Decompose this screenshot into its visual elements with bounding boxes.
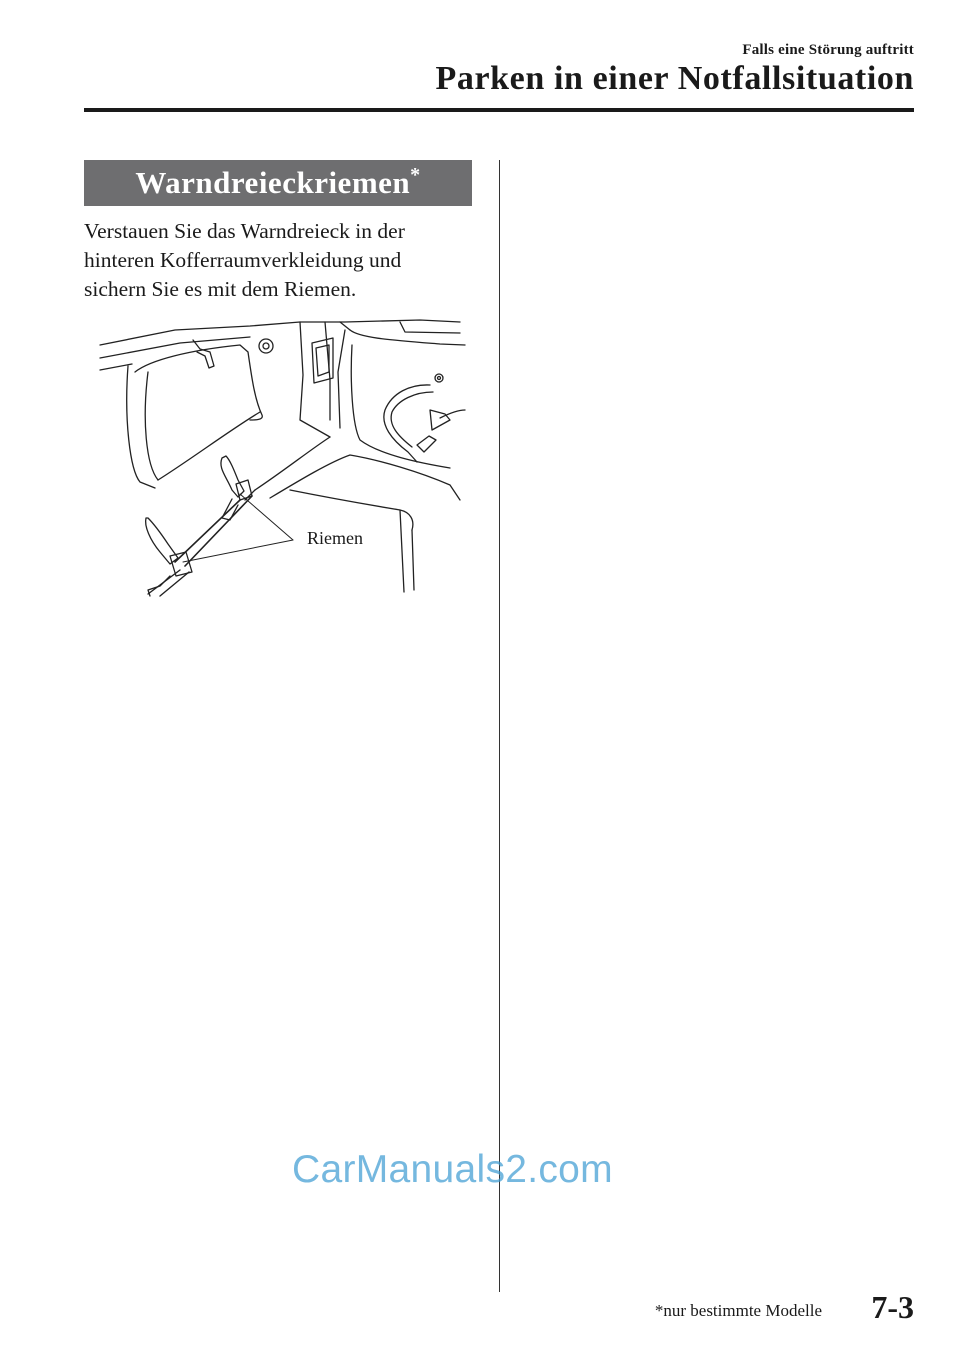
figure-callout-label: Riemen [307, 528, 363, 548]
section-body [84, 217, 484, 304]
page-number: 7-3 [871, 1289, 914, 1325]
section-banner [84, 160, 472, 206]
body-line-1: Verstauen Sie das Warndreieck in der [84, 219, 405, 243]
model-marker: * [410, 164, 421, 186]
trunk-strap-illustration [96, 315, 470, 599]
header-chapter: Falls eine Störung auftritt [742, 42, 914, 58]
page-title: Parken in einer Notfallsituation [435, 60, 914, 97]
footnote: *nur bestimmte Modelle [654, 1301, 822, 1320]
body-line-2: hinteren Kofferraumverkleidung und [84, 248, 402, 272]
section-title: Warndreieckriemen [135, 165, 411, 200]
header-rule [84, 108, 914, 112]
column-divider [499, 160, 500, 1292]
watermark: CarManuals2.com [292, 1148, 613, 1191]
body-line-3: sichern Sie es mit dem Riemen. [84, 277, 357, 301]
